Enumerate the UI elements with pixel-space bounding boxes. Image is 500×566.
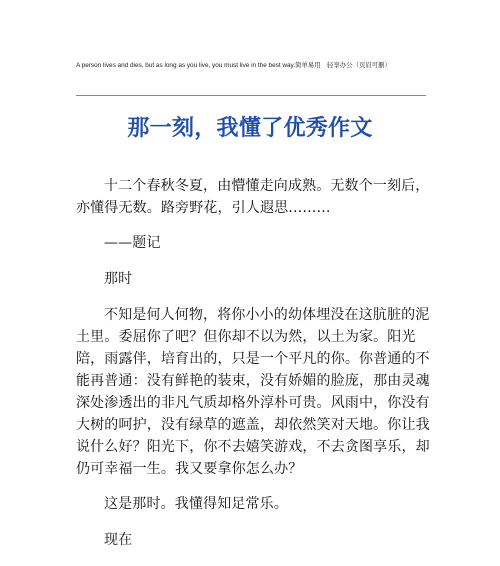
paragraph-intro: 十二个春秋冬夏，由懵懂走向成熟。无数个一刻后，亦懂得无数。路旁野花，引人遐思……… — [76, 178, 430, 216]
paragraph-realization: 这是那时。我懂得知足常乐。 — [104, 496, 288, 512]
paragraph-section-now: 现在 — [104, 532, 133, 548]
header-rule — [76, 95, 426, 96]
document-title: 那一刻，我懂了优秀作文 — [127, 115, 373, 141]
paragraph-inscription: ——题记 — [104, 235, 161, 251]
document-body — [76, 175, 431, 565]
paragraph-section-then: 那时 — [104, 271, 133, 287]
paragraph-main: 不知是何人何物，将你小小的幼体埋没在这肮脏的泥土里。委屈你了吧？但你却不以为然，以土为家。阳光陪，雨露伴，培育出的，只是一个平凡的你。你普通的不能再普通：没有鲜艳的装束，没有娇媚的脸庞，那由灵魂深处渗透出的非凡气质却格外淳朴可贵。风雨中，你没有大树的呵护，没有绿草的遮盖，却依然笑对天地。你让我说什么好？阳光下，你不去嬉笑游戏，不去贪图享乐，却仍可幸福一生。我又要拿你怎么办？ — [76, 307, 430, 477]
header-note: A person lives and dies, but as long as you live, you must live in the best way.简单易用 轻享办公（页眉可删） — [76, 62, 391, 69]
